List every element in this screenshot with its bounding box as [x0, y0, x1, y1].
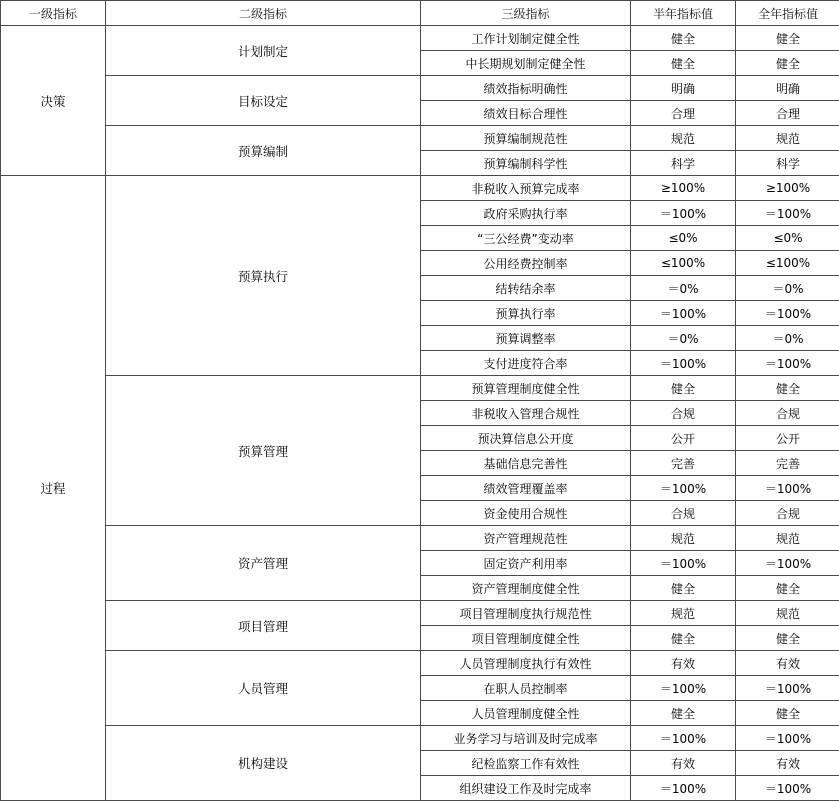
half-year-value: 有效: [631, 751, 736, 776]
level3-indicator: 政府采购执行率: [421, 201, 631, 226]
level3-indicator: 结转结余率: [421, 276, 631, 301]
half-year-value: 科学: [631, 151, 736, 176]
header-row: [1, 1, 839, 26]
half-year-value: 合规: [631, 501, 736, 526]
full-year-value: ＝100%: [736, 551, 839, 576]
half-year-value: ＝100%: [631, 776, 736, 801]
header-level3: 三级指标: [421, 1, 631, 26]
half-year-value: 健全: [631, 26, 736, 51]
half-year-value: 规范: [631, 126, 736, 151]
half-year-value: 完善: [631, 451, 736, 476]
full-year-value: 健全: [736, 626, 839, 651]
half-year-value: ＝100%: [631, 301, 736, 326]
half-year-value: 规范: [631, 601, 736, 626]
level2-indicator: 预算管理: [106, 376, 421, 526]
full-year-value: ＝100%: [736, 476, 839, 501]
table-row: [1, 526, 839, 551]
level3-indicator: 资产管理规范性: [421, 526, 631, 551]
level2-indicator: 目标设定: [106, 76, 421, 126]
level2-indicator: 预算编制: [106, 126, 421, 176]
level3-indicator: 在职人员控制率: [421, 676, 631, 701]
table-row: [1, 76, 839, 101]
full-year-value: 有效: [736, 651, 839, 676]
half-year-value: 健全: [631, 376, 736, 401]
half-year-value: 公开: [631, 426, 736, 451]
full-year-value: 明确: [736, 76, 839, 101]
full-year-value: 合规: [736, 501, 839, 526]
level3-indicator: 资金使用合规性: [421, 501, 631, 526]
level1-indicator: 决策: [1, 26, 106, 176]
half-year-value: ＝100%: [631, 476, 736, 501]
level3-indicator: 人员管理制度健全性: [421, 701, 631, 726]
full-year-value: ＝100%: [736, 776, 839, 801]
table-row: [1, 176, 839, 201]
full-year-value: ≤0%: [736, 226, 839, 251]
level3-indicator: 公用经费控制率: [421, 251, 631, 276]
header-half-year-value: 半年指标值: [631, 1, 736, 26]
half-year-value: 明确: [631, 76, 736, 101]
half-year-value: ≥100%: [631, 176, 736, 201]
half-year-value: 规范: [631, 526, 736, 551]
level3-indicator: 预算管理制度健全性: [421, 376, 631, 401]
level3-indicator: 人员管理制度执行有效性: [421, 651, 631, 676]
full-year-value: 规范: [736, 126, 839, 151]
full-year-value: 健全: [736, 701, 839, 726]
level2-indicator: 机构建设: [106, 726, 421, 801]
half-year-value: ＝100%: [631, 201, 736, 226]
level1-indicator: 过程: [1, 176, 106, 801]
level3-indicator: 基础信息完善性: [421, 451, 631, 476]
table-row: [1, 376, 839, 401]
level3-indicator: “三公经费”变动率: [421, 226, 631, 251]
level3-indicator: 预算编制科学性: [421, 151, 631, 176]
table-row: [1, 651, 839, 676]
half-year-value: 健全: [631, 51, 736, 76]
full-year-value: ＝100%: [736, 301, 839, 326]
level3-indicator: 项目管理制度执行规范性: [421, 601, 631, 626]
table-row: [1, 26, 839, 51]
full-year-value: 完善: [736, 451, 839, 476]
level3-indicator: 纪检监察工作有效性: [421, 751, 631, 776]
level3-indicator: 工作计划制定健全性: [421, 26, 631, 51]
table-row: [1, 126, 839, 151]
half-year-value: ＝100%: [631, 726, 736, 751]
half-year-value: ＝0%: [631, 326, 736, 351]
level3-indicator: 组织建设工作及时完成率: [421, 776, 631, 801]
full-year-value: 合理: [736, 101, 839, 126]
level3-indicator: 支付进度符合率: [421, 351, 631, 376]
level3-indicator: 预算执行率: [421, 301, 631, 326]
level3-indicator: 预算编制规范性: [421, 126, 631, 151]
full-year-value: ≥100%: [736, 176, 839, 201]
full-year-value: 规范: [736, 526, 839, 551]
half-year-value: 有效: [631, 651, 736, 676]
full-year-value: ＝100%: [736, 351, 839, 376]
level2-indicator: 资产管理: [106, 526, 421, 601]
half-year-value: ≤100%: [631, 251, 736, 276]
full-year-value: ＝100%: [736, 726, 839, 751]
table-row: [1, 726, 839, 751]
level3-indicator: 资产管理制度健全性: [421, 576, 631, 601]
level3-indicator: 预决算信息公开度: [421, 426, 631, 451]
level3-indicator: 绩效目标合理性: [421, 101, 631, 126]
full-year-value: ＝0%: [736, 326, 839, 351]
level2-indicator: 预算执行: [106, 176, 421, 376]
table-row: [1, 601, 839, 626]
full-year-value: 有效: [736, 751, 839, 776]
header-full-year-value: 全年指标值: [736, 1, 839, 26]
full-year-value: 健全: [736, 376, 839, 401]
level3-indicator: 绩效指标明确性: [421, 76, 631, 101]
full-year-value: 健全: [736, 576, 839, 601]
half-year-value: ＝100%: [631, 676, 736, 701]
level3-indicator: 非税收入管理合规性: [421, 401, 631, 426]
half-year-value: 合规: [631, 401, 736, 426]
half-year-value: ＝100%: [631, 351, 736, 376]
half-year-value: ＝100%: [631, 551, 736, 576]
header-level2: 二级指标: [106, 1, 421, 26]
full-year-value: 合规: [736, 401, 839, 426]
level2-indicator: 项目管理: [106, 601, 421, 651]
half-year-value: 合理: [631, 101, 736, 126]
level3-indicator: 绩效管理覆盖率: [421, 476, 631, 501]
level3-indicator: 预算调整率: [421, 326, 631, 351]
level3-indicator: 固定资产利用率: [421, 551, 631, 576]
level3-indicator: 非税收入预算完成率: [421, 176, 631, 201]
half-year-value: 健全: [631, 576, 736, 601]
level2-indicator: 计划制定: [106, 26, 421, 76]
full-year-value: 健全: [736, 51, 839, 76]
level3-indicator: 业务学习与培训及时完成率: [421, 726, 631, 751]
full-year-value: 健全: [736, 26, 839, 51]
half-year-value: 健全: [631, 626, 736, 651]
full-year-value: 科学: [736, 151, 839, 176]
full-year-value: 规范: [736, 601, 839, 626]
full-year-value: ＝100%: [736, 676, 839, 701]
header-level1: 一级指标: [1, 1, 106, 26]
half-year-value: ≤0%: [631, 226, 736, 251]
full-year-value: ＝0%: [736, 276, 839, 301]
full-year-value: ＝100%: [736, 201, 839, 226]
level2-indicator: 人员管理: [106, 651, 421, 726]
half-year-value: 健全: [631, 701, 736, 726]
level3-indicator: 中长期规划制定健全性: [421, 51, 631, 76]
full-year-value: ≤100%: [736, 251, 839, 276]
level3-indicator: 项目管理制度健全性: [421, 626, 631, 651]
indicator-table-body: [1, 1, 839, 801]
full-year-value: 公开: [736, 426, 839, 451]
half-year-value: ＝0%: [631, 276, 736, 301]
